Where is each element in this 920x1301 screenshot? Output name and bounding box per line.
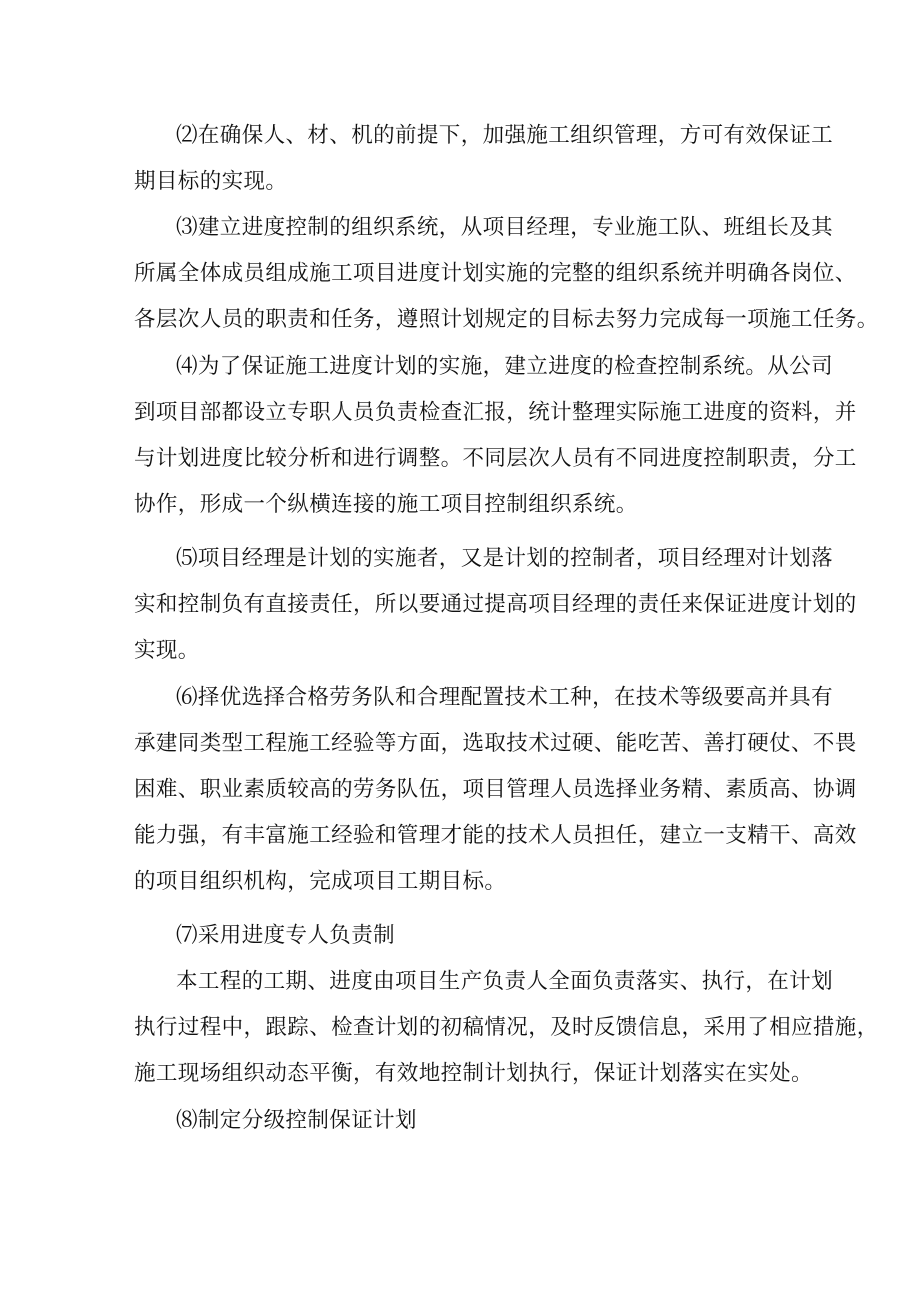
- text-line: 能力强，有丰富施工经验和管理才能的技术人员担任，建立一支精干、高效: [134, 823, 857, 848]
- text-line: 各层次人员的职责和任务，遵照计划规定的目标去努力完成每一项施工任务。: [134, 307, 879, 332]
- text-line: ⑸项目经理是计划的实施者，又是计划的控制者，项目经理对计划落: [176, 546, 834, 571]
- text-line: 与计划进度比较分析和进行调整。不同层次人员有不同进度控制职责，分工: [134, 446, 857, 471]
- text-line: ⑹择优选择合格劳务队和合理配置技术工种，在技术等级要高并具有: [176, 685, 834, 710]
- text-line: ⑶建立进度控制的组织系统，从项目经理，专业施工队、班组长及其: [176, 215, 834, 240]
- text-line: 协作，形成一个纵横连接的施工项目控制组织系统。: [134, 492, 638, 517]
- text-line: 困难、职业素质较高的劳务队伍，项目管理人员选择业务精、素质高、协调: [134, 777, 857, 802]
- text-line: ⑺采用进度专人负责制: [176, 923, 396, 948]
- text-line: 本工程的工期、进度由项目生产负责人全面负责落实、执行，在计划: [176, 969, 834, 994]
- text-line: 承建同类型工程施工经验等方面，选取技术过硬、能吃苦、善打硬仗、不畏: [134, 731, 857, 756]
- text-line: 的项目组织机构，完成项目工期目标。: [134, 869, 507, 894]
- text-line: ⑷为了保证施工进度计划的实施，建立进度的检查控制系统。从公司: [176, 354, 834, 379]
- text-line: 执行过程中，跟踪、检查计划的初稿情况，及时反馈信息，采用了相应措施，: [134, 1015, 879, 1040]
- text-line: 到项目部都设立专职人员负责检查汇报，统计整理实际施工进度的资料，并: [134, 400, 857, 425]
- text-line: 实现。: [134, 638, 200, 663]
- text-line: 所属全体成员组成施工项目进度计划实施的完整的组织系统并明确各岗位、: [134, 261, 857, 286]
- text-line: ⑻制定分级控制保证计划: [176, 1108, 417, 1133]
- text-line: 实和控制负有直接责任，所以要通过提高项目经理的责任来保证进度计划的: [134, 592, 857, 617]
- text-line: 期目标的实现。: [134, 169, 288, 194]
- text-line: ⑵在确保人、材、机的前提下，加强施工组织管理，方可有效保证工: [176, 123, 834, 148]
- text-line: 施工现场组织动态平衡，有效地控制计划执行，保证计划落实在实处。: [134, 1061, 813, 1086]
